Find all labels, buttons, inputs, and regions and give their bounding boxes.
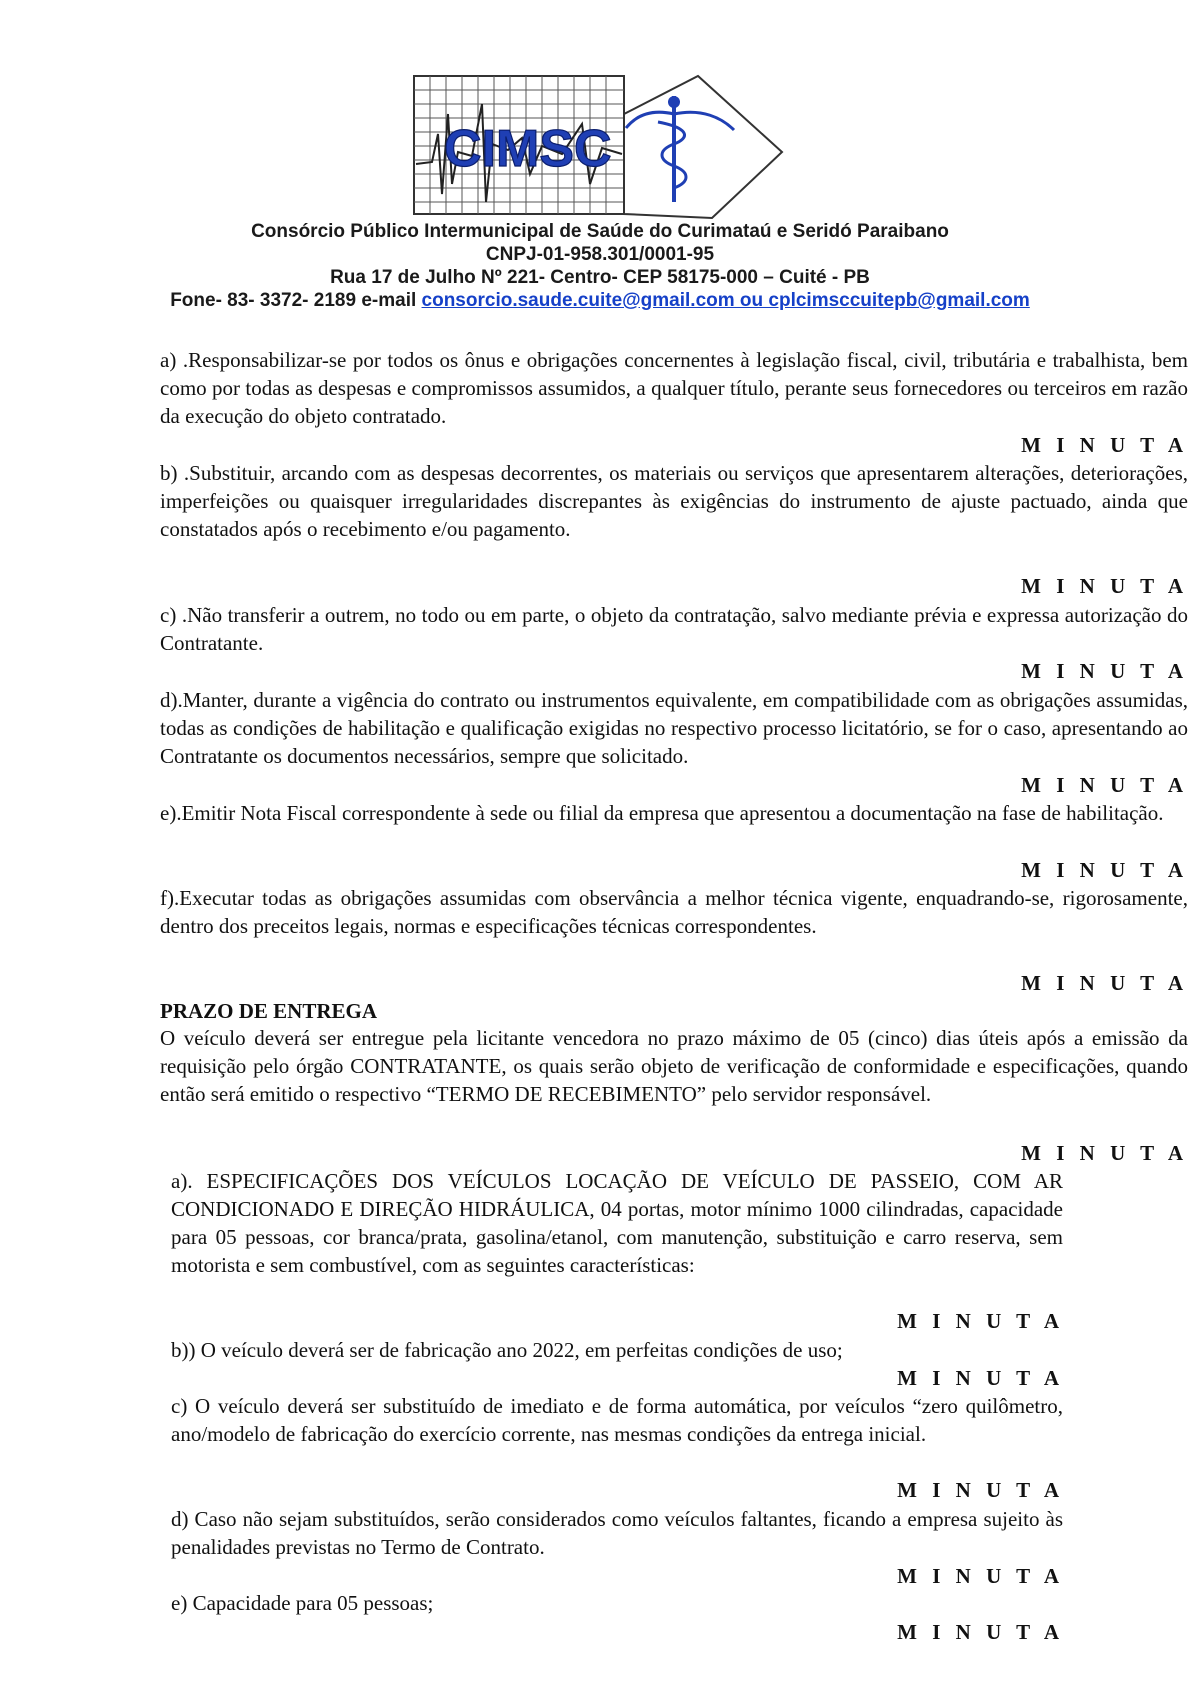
email-links[interactable]: consorcio.saude.cuite@gmail.com ou cplcimsccuitepb@gmail.com [421,290,1030,311]
obligation-c: c) .Não transferir a outrem, no todo ou em parte, o objeto da contratação, salvo mediante prévia e expressa autorização do Contratante. [160,603,1188,655]
org-name: Consórcio Público Intermunicipal de Saúde do Curimataú e Seridó Paraibano [251,221,949,242]
spec-c: c) O veículo deverá ser substituído de imediato e de forma automática, por veículos “zero quilômetro, ano/modelo de fabricação do exercício corrente, nas mesmas condições da entrega inicial. [171,1394,1063,1446]
obligation-f: f).Executar todas as obrigações assumidas com observância a melhor técnica vigente, enquadrando-se, rigorosamente, dentro dos preceitos legais, normas e especificações técnicas correspondentes. [160,886,1188,938]
phone-label: Fone- 83- 3372- 2189 e-mail [170,290,422,311]
obligation-e: e).Emitir Nota Fiscal correspondente à sede ou filial da empresa que apresentou a documentação na fase de habilitação. [160,801,1164,825]
delivery-text: O veículo deverá ser entregue pela licitante vencedora no prazo máximo de 05 (cinco) dias úteis após a emissão da requisição pelo órgão CONTRATANTE, os quais serão objeto de verificação de conformidade e especificações, quando então será emitido o respectivo “TERMO DE RECEBIMENTO” pelo servidor responsável. [160,1026,1188,1106]
minuta-label: M I N U T A [1021,574,1188,598]
minuta-label: M I N U T A [897,1309,1064,1333]
minuta-label: M I N U T A [897,1478,1064,1502]
cimsc-logo [412,74,784,220]
contact-line [0,290,1200,312]
minuta-label: M I N U T A [897,1620,1064,1644]
address: Rua 17 de Julho Nº 221- Centro- CEP 58175-000 – Cuité - PB [330,267,870,288]
obligation-b: b) .Substituir, arcando com as despesas decorrentes, os materiais ou serviços que apresentarem alterações, deteriorações, imperfeições ou quaisquer irregularidades discrepantes às exigências do instrumento de ajuste pactuado, ainda que constatados após o recebimento e/ou pagamento. [160,461,1188,541]
cnpj: CNPJ-01-958.301/0001-95 [485,244,715,265]
caduceus-icon [626,96,734,202]
obligation-a: a) .Responsabilizar-se por todos os ônus e obrigações concernentes à legislação fiscal, civil, tributária e trabalhista, bem como por todas as despesas e compromissos assumidos, a qualquer título, perante seus fornecedores ou terceiros em razão da execução do objeto contratado. [160,348,1188,428]
minuta-label: M I N U T A [897,1366,1064,1390]
obligation-d: d).Manter, durante a vigência do contrato ou instrumentos equivalente, em compatibilidade com as obrigações assumidas, todas as condições de habilitação e qualificação exigidas no respectivo processo licitatório, se for o caso, apresentando ao Contratante os documentos necessários, sempre que solicitado. [160,688,1188,768]
spec-d: d) Caso não sejam substituídos, serão considerados como veículos faltantes, ficando a empresa sujeito às penalidades previstas no Termo de Contrato. [171,1507,1063,1559]
spec-e: e) Capacidade para 05 pessoas; [171,1591,434,1615]
minuta-label: M I N U T A [1021,659,1188,683]
delivery-title: PRAZO DE ENTREGA [160,999,378,1023]
minuta-label: M I N U T A [897,1564,1064,1588]
spec-b: b)) O veículo deverá ser de fabricação ano 2022, em perfeitas condições de uso; [171,1338,843,1362]
minuta-label: M I N U T A [1021,773,1188,797]
minuta-label: M I N U T A [1021,858,1188,882]
minuta-label: M I N U T A [1021,1141,1188,1165]
spec-a: a). ESPECIFICAÇÕES DOS VEÍCULOS LOCAÇÃO DE VEÍCULO DE PASSEIO, COM AR CONDICIONADO E DIREÇÃO HIDRÁULICA, 04 portas, motor mínimo 1000 cilindradas, capacidade para 05 pessoas, cor branca/prata, gasolina/etanol, com manutenção, substituição e carro reserva, sem motorista e sem combustível, com as seguintes características: [171,1169,1063,1277]
logo-text: CIMSC [444,120,612,178]
minuta-label: M I N U T A [1021,971,1188,995]
minuta-label: M I N U T A [1021,433,1188,457]
